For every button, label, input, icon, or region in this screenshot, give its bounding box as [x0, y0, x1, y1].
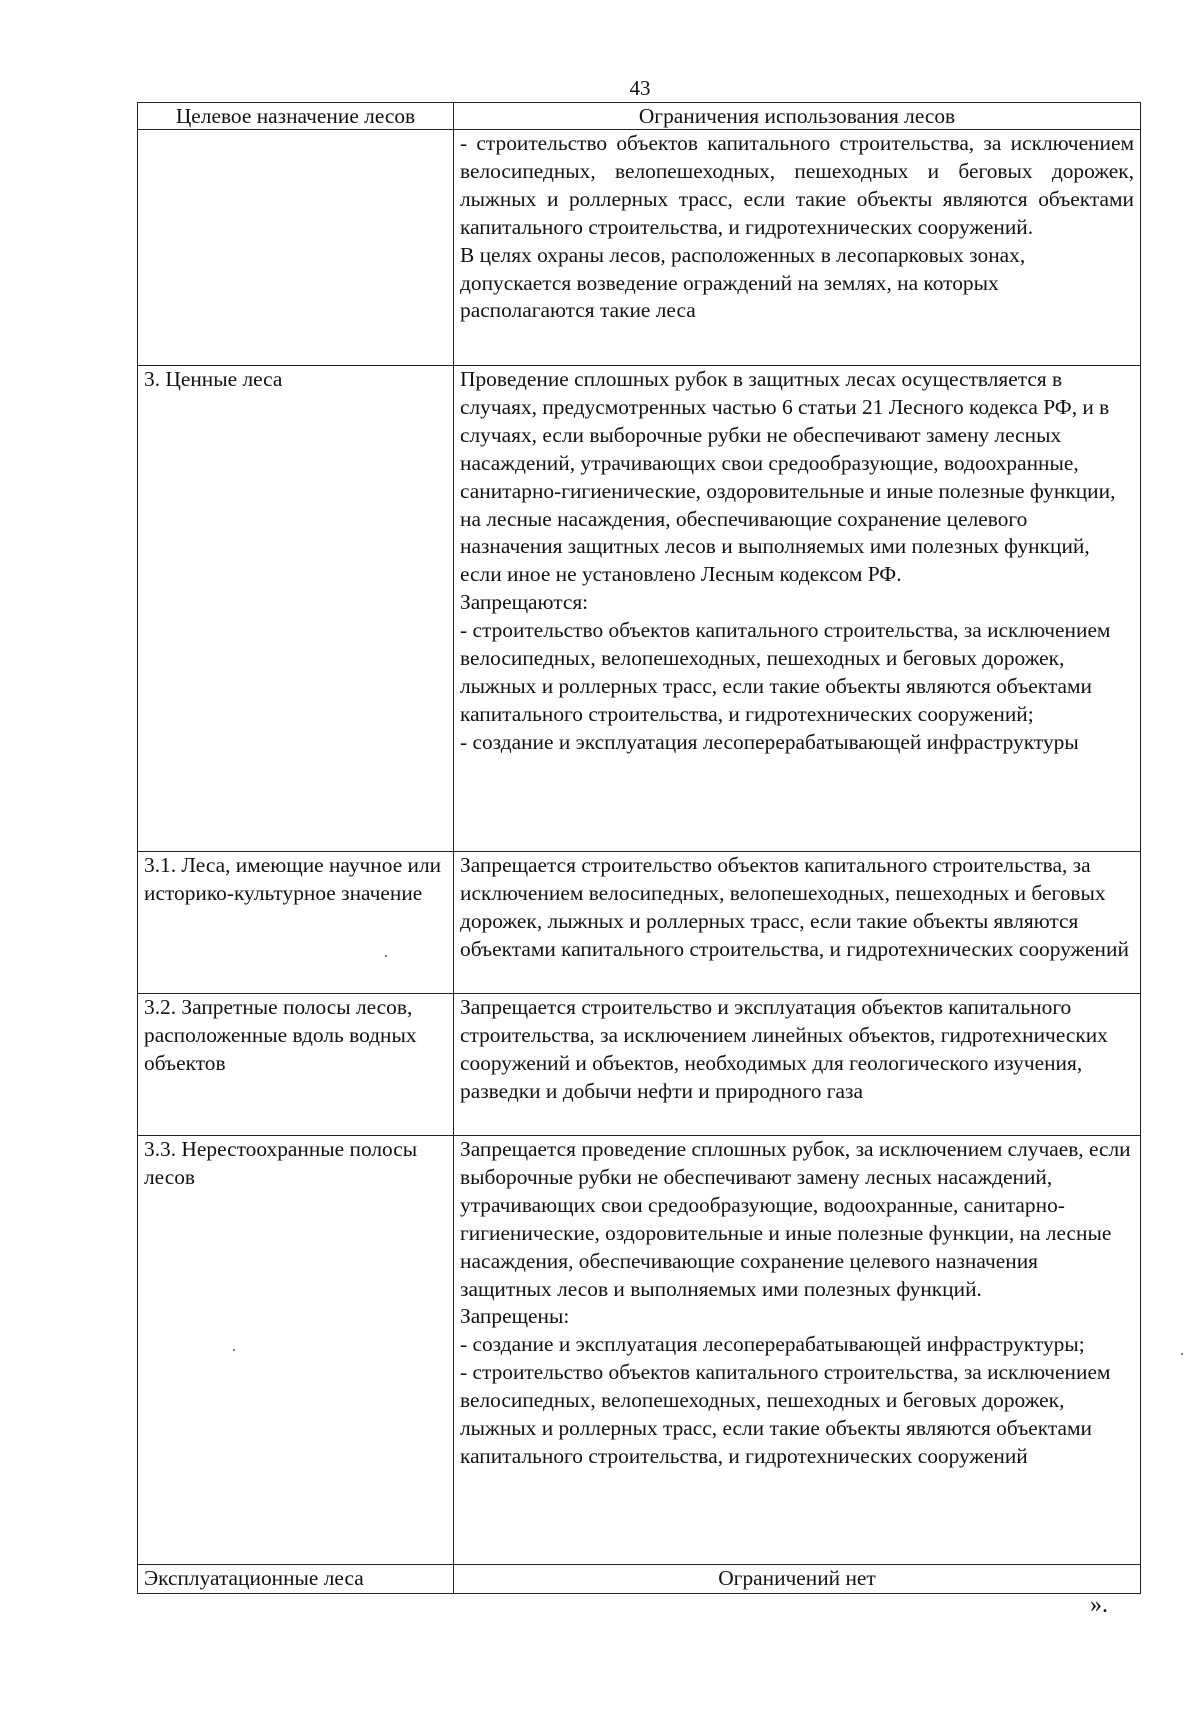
forest-purpose-cell: 3.2. Запретные полосы лесов, расположенные вдоль водных объектов: [138, 994, 454, 1136]
scan-speck: [1181, 1353, 1183, 1355]
restrictions-cell: [454, 1136, 1141, 1565]
forest-purpose-cell: 3. Ценные леса: [138, 366, 454, 852]
restrictions-cell: [454, 852, 1141, 994]
header-forest-purpose: Целевое назначение лесов: [138, 103, 454, 130]
restrictions-cell: [454, 130, 1141, 366]
restriction-paragraph: Запрещены:: [460, 1304, 570, 1329]
scan-speck: [233, 1349, 235, 1351]
forest-purpose-cell: [138, 130, 454, 366]
forest-purpose-cell: Эксплуатационные леса: [138, 1565, 454, 1594]
restriction-paragraph: - строительство объектов капитального строительства, за исключением велосипедных, велопешеходных, пешеходных и беговых дорожек, лыжных и роллерных трасс, если такие объекты являются объектами капитального строительства, и гидротехнических сооружений;: [460, 618, 1111, 726]
table-row: [138, 1565, 1141, 1594]
restriction-paragraph: - создание и эксплуатация лесоперерабатывающей инфраструктуры: [460, 729, 1079, 754]
scan-speck: [385, 955, 387, 957]
restriction-paragraph: Запрещаются:: [460, 590, 589, 615]
table-row: [138, 130, 1141, 366]
page-number: 43: [629, 76, 651, 100]
restrictions-cell: [454, 994, 1141, 1136]
table-row: [138, 852, 1141, 994]
restrictions-cell: [454, 366, 1141, 852]
restriction-paragraph: В целях охраны лесов, расположенных в лесопарковых зонах, допускается возведение ограждений на землях, на которых располагаются такие леса: [460, 242, 1026, 323]
header-usage-restrictions: Ограничения использования лесов: [454, 103, 1141, 130]
forest-purpose-cell: 3.3. Нерестоохранные полосы лесов: [138, 1136, 454, 1565]
restriction-paragraph: - создание и эксплуатация лесоперерабатывающей инфраструктуры;: [460, 1332, 1085, 1357]
restriction-paragraph: Запрещается строительство объектов капитального строительства, за исключением велосипедных, велопешеходных, пешеходных и беговых дорожек, лыжных и роллерных трасс, если такие объекты являются объектами капитального строительства, и гидротехнических сооружений: [460, 853, 1129, 961]
table-row: [138, 994, 1141, 1136]
restrictions-cell: [454, 1565, 1141, 1594]
restriction-paragraph: Ограничений нет: [718, 1566, 876, 1590]
restriction-paragraph: - строительство объектов капитального строительства, за исключением велосипедных, велопешеходных, пешеходных и беговых дорожек, лыжных и роллерных трасс, если такие объекты являются объектами капитального строительства, и гидротехнических сооружений: [460, 1360, 1111, 1468]
closing-quote-mark: ».: [1090, 1592, 1108, 1618]
forest-purpose-cell: 3.1. Леса, имеющие научное или историко-культурное значение: [138, 852, 454, 994]
restriction-paragraph: Запрещается проведение сплошных рубок, за исключением случаев, если выборочные рубки не обеспечивают замену лесных насаждений, утрачивающих свои средообразующие, водоохранные, санитарно-гигиенические, оздоровительные и иные полезные функции, на лесные насаждения, обеспечивающие сохранение целевого назначения защитных лесов и выполняемых ими полезных функций.: [460, 1137, 1131, 1301]
forest-restrictions-table: [137, 102, 1141, 1594]
table-row: [138, 366, 1141, 852]
restriction-paragraph: Проведение сплошных рубок в защитных лесах осуществляется в случаях, предусмотренных частью 6 статьи 21 Лесного кодекса РФ, и в случаях, если выборочные рубки не обеспечивают замену лесных насаждений, утрачивающих свои средообразующие, водоохранные, санитарно-гигиенические, оздоровительные и иные полезные функции, на лесные насаждения, обеспечивающие сохранение целевого назначения защитных лесов и выполняемых ими полезных функций, если иное не установлено Лесным кодексом РФ.: [460, 367, 1116, 587]
restriction-paragraph: - строительство объектов капитального строительства, за исключением велосипедных, велопешеходных, пешеходных и беговых дорожек, лыжных и роллерных трасс, если такие объекты являются объектами капитального строительства, и гидротехнических сооружений.: [460, 131, 1134, 239]
table-header-row: [138, 103, 1141, 130]
table-row: [138, 1136, 1141, 1565]
restriction-paragraph: Запрещается строительство и эксплуатация объектов капитального строительства, за исключением линейных объектов, гидротехнических сооружений и объектов, необходимых для геологического изучения, разведки и добычи нефти и природного газа: [460, 995, 1108, 1103]
